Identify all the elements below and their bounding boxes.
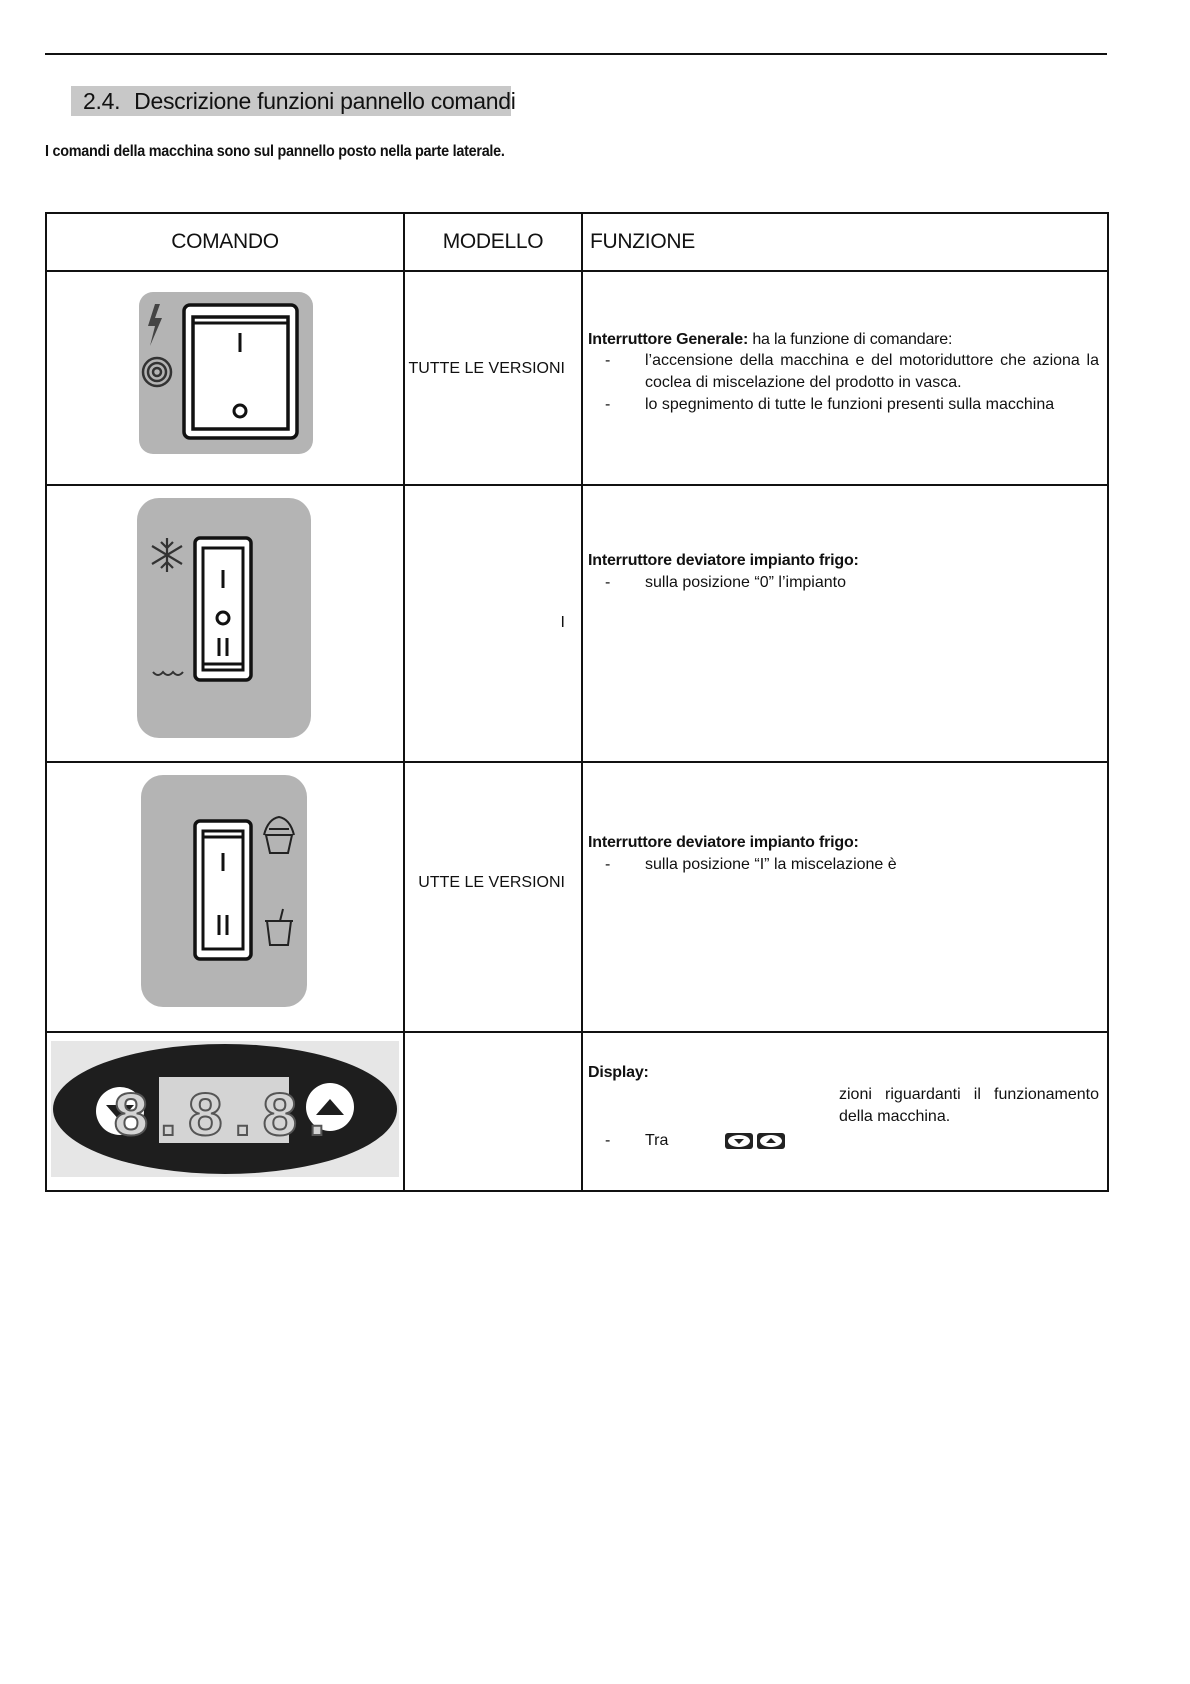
function-title: Interruttore deviatore impianto frigo:: [588, 552, 859, 569]
list-item: - l’accensione della macchina e del motoriduttore che aziona la coclea di miscelazione del prodotto in vasca.: [605, 350, 1099, 394]
bullet-text: Tra: [645, 1132, 669, 1149]
function-cell: [583, 763, 1107, 1031]
model-text: TUTTE LE VERSIONI: [408, 360, 565, 377]
bullet-text: lo spegnimento di tutte le funzioni presenti sulla macchina: [645, 396, 1055, 413]
table-row: [47, 272, 1107, 484]
display-digits: 8.8.8.: [112, 1083, 336, 1154]
model-cell: [405, 1033, 581, 1190]
controls-table: [45, 212, 1109, 1192]
bullet-text: sulla posizione “I” la miscelazione è: [645, 856, 897, 873]
model-cell: [405, 486, 581, 761]
model-text: I: [560, 614, 565, 631]
list-item: - Tra: [605, 1130, 1099, 1152]
header-function: FUNZIONE: [590, 230, 695, 253]
mixing-selector-switch-icon: [47, 763, 403, 1031]
list-item: - sulla posizione “I” la miscelazione è: [605, 854, 1099, 876]
intro-text: I comandi della macchina sono sul pannello posto nella parte laterale.: [45, 143, 505, 160]
command-cell: [47, 486, 403, 761]
command-cell: [47, 272, 403, 484]
table-row: [47, 486, 1107, 761]
bullet-text: l’accensione della macchina e del motoriduttore che aziona la coclea di miscelazione del prodotto in vasca.: [645, 352, 1099, 391]
function-intro: ha la funzione di comandare:: [748, 331, 953, 348]
function-text: [645, 1084, 1099, 1128]
list-item: - lo spegnimento di tutte le funzioni presenti sulla macchina: [605, 394, 1099, 416]
command-cell: [47, 1033, 403, 1190]
main-power-switch-icon: [47, 272, 403, 484]
bullet-text: sulla posizione “0” l’impianto: [645, 574, 846, 591]
function-cell: [583, 1033, 1107, 1190]
function-description: [588, 1062, 649, 1084]
section-number: 2.4.: [83, 88, 121, 114]
model-text: UTTE LE VERSIONI: [418, 874, 565, 891]
function-description: [588, 550, 859, 572]
function-description: [588, 832, 859, 854]
model-cell: [405, 272, 581, 484]
header-model: MODELLO: [442, 230, 544, 253]
function-title: Display:: [588, 1064, 649, 1081]
bullet-text: zioni riguardanti il funzionamento della macchina.: [839, 1086, 1099, 1125]
digital-display-panel-icon: [47, 1033, 403, 1190]
function-description: [588, 329, 952, 351]
function-title: Interruttore Generale:: [588, 331, 749, 348]
refrigeration-selector-switch-icon: [47, 486, 403, 761]
model-cell: [405, 763, 581, 1031]
function-title: Interruttore deviatore impianto frigo:: [588, 834, 859, 851]
header-command: COMANDO: [171, 230, 279, 253]
top-rule: [45, 53, 1107, 55]
function-cell: [583, 272, 1107, 484]
arrow-buttons-inline-icon: [723, 1131, 793, 1151]
table-row: [47, 1033, 1107, 1190]
table-row: [47, 763, 1107, 1031]
section-heading: [71, 86, 516, 116]
list-item: - sulla posizione “0” l’impianto: [605, 572, 1099, 594]
section-title: Descrizione funzioni pannello comandi: [134, 88, 516, 114]
function-cell: [583, 486, 1107, 761]
command-cell: [47, 763, 403, 1031]
